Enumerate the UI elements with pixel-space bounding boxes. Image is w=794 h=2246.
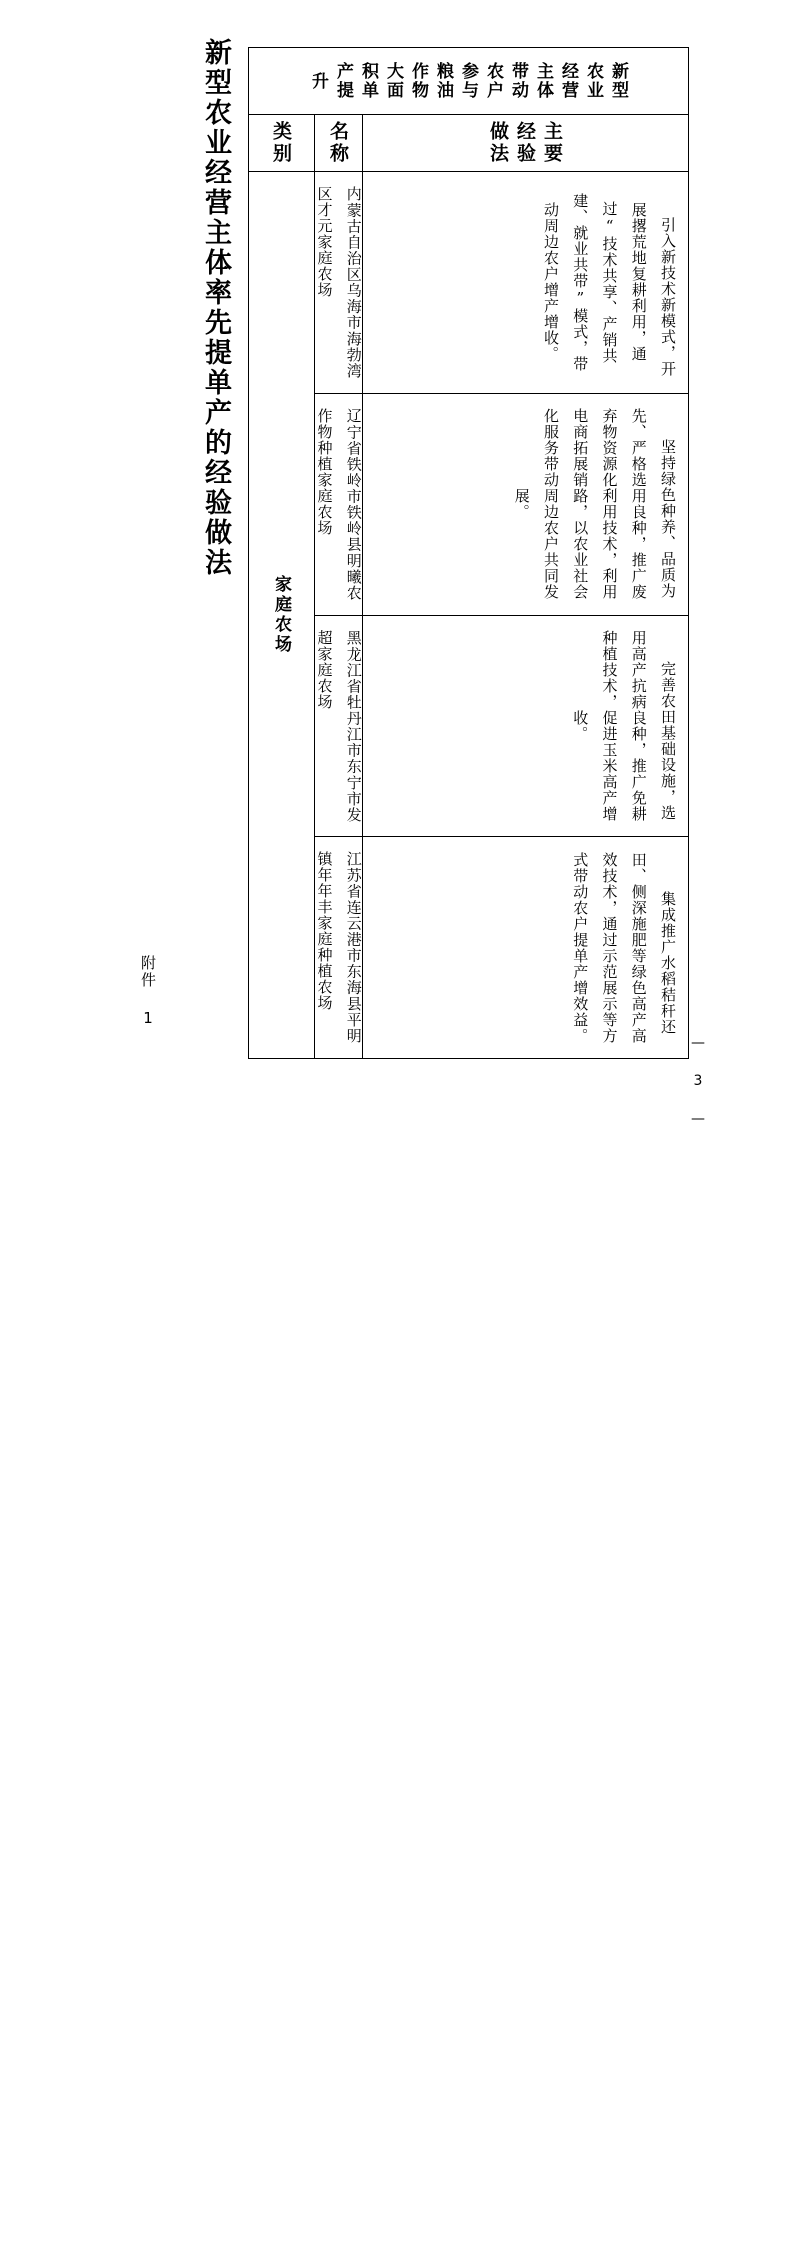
table-caption	[249, 48, 689, 115]
row-name-cell: 内蒙古自治区乌海市海勃湾区才元家庭农场	[315, 172, 363, 394]
table-row	[249, 393, 689, 615]
row-practice-cell: 集成推广水稻秸秆还田、侧深施肥等绿色高产高效技术，通过示范展示等方式带动农户提单产增效益。	[363, 837, 689, 1059]
category-cell: 家庭农场	[249, 172, 315, 1059]
table-row	[249, 172, 689, 394]
column-header-name: 名称	[315, 115, 363, 172]
column-header-category: 类别	[249, 115, 315, 172]
attachment-label: 附件 1	[139, 955, 157, 1029]
column-header-practice: 主要经验做法	[363, 115, 689, 172]
page-title: 新型农业经营主体率先提单产的经验做法	[200, 38, 231, 578]
table-row	[249, 615, 689, 837]
row-practice-cell: 完善农田基础设施，选用高产抗病良种，推广免耕种植技术，促进玉米高产增收。	[363, 615, 689, 837]
row-name-cell: 辽宁省铁岭市铁岭县明曦农作物种植家庭农场	[315, 393, 363, 615]
table-header-row	[249, 115, 689, 172]
row-practice-cell: 坚持绿色种养、品质为先、严格选用良种，推广废弃物资源化利用技术，利用电商拓展销路，以农业社会化服务带动周边农户共同发展。	[363, 393, 689, 615]
row-practice-cell: 引入新技术新模式，开展撂荒地复耕利用，通过“技术共享、产销共建、就业共带”模式，带动周边农户增产增收。	[363, 172, 689, 394]
row-name-cell: 江苏省连云港市东海县平明镇年年丰家庭种植农场	[315, 837, 363, 1059]
table-row	[249, 837, 689, 1059]
table-caption-text: 新型农业经营主体带动农户参与粮油作物大面积单产提升	[308, 62, 629, 100]
row-name-cell: 黑龙江省牡丹江市东宁市发超家庭农场	[315, 615, 363, 837]
table-caption-row	[249, 48, 689, 115]
page-number: — 3 —	[690, 1035, 706, 1130]
experience-table	[248, 47, 689, 1059]
